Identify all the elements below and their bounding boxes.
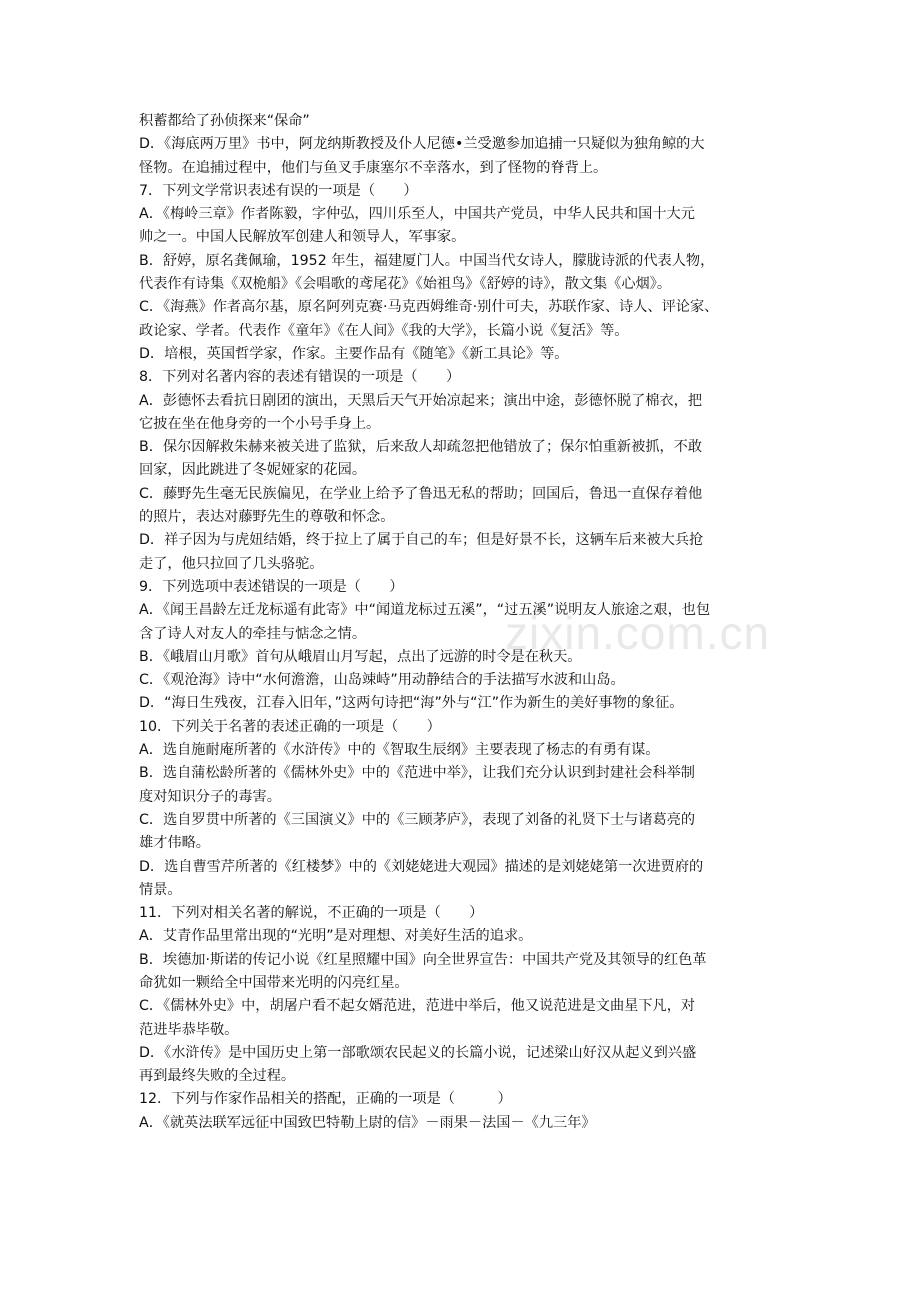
text-line: 积蓄都给了孙侦探来“保命” [139,113,310,129]
text-line: 8．下列对名著内容的表述有错误的一项是（ ） [139,369,461,386]
text-line: B．选自蒲松龄所著的《儒林外史》中的《范进中举》，让我们充分认识到封建社会科举制 [139,765,695,782]
text-line: D．培根，英国哲学家，作家。主要作品有《随笔》《新工具论》等。 [139,345,569,362]
text-line: 代表作有诗集《双桅船》《会唱歌的鸢尾花》《始祖鸟》《舒婷的诗》，散文集《心烟》。 [139,276,672,293]
text-line: 再到最终失败的全过程。 [139,1068,296,1085]
text-line: 怪物。在追捕过程中，他们与鱼叉手康塞尔不幸落水，到了怪物的脊背上。 [139,159,608,176]
text-line: 含了诗人对友人的牵挂与惦念之情。 [139,625,367,642]
text-line: D．《海底两万里》书中，阿龙纳斯教授及仆人尼德•兰受邀参加追捕一只疑似为独角鲸的大 [139,136,705,153]
text-line: 雄才伟略。 [139,835,210,852]
text-line: 10．下列关于名著的表述正确的一项是（ ） [139,718,441,735]
text-line: A．选自施耐庵所著的《水浒传》中的《智取生辰纲》主要表现了杨志的有勇有谋。 [139,742,660,759]
text-line: B．埃德加·斯诺的传记小说《红星照耀中国》向全世界宣告：中国共产党及其领导的红色革 [139,951,707,968]
text-line: 命犹如一颗给全中国带来光明的闪亮红星。 [139,974,409,991]
text-line: D．“海日生残夜，江春入旧年，”这两句诗把“海”外与“江”作为新生的美好事物的象征。 [139,695,684,712]
text-line: D．《水浒传》是中国历史上第一部歌颂农民起义的长篇小说，记述梁山好汉从起义到兴盛 [139,1044,697,1061]
text-line: C．《观沧海》诗中“水何澹澹，山岛竦峙”用动静结合的手法描写水波和山岛。 [139,672,625,689]
text-line: C．《海燕》作者高尔基，原名阿列克赛·马克西姆维奇·别什可夫，苏联作家、诗人、评论家、 [139,299,719,316]
text-line: B．保尔因解救朱赫来被关进了监狱，后来敌人却疏忽把他错放了；保尔怕重新被抓，不敢 [139,439,703,456]
text-line: 政论家、学者。代表作《童年》《在人间》《我的大学》，长篇小说《复活》等。 [139,322,629,339]
text-line: B．《峨眉山月歌》首句从峨眉山月写起，点出了远游的时令是在秋天。 [139,648,582,665]
text-line: C．藤野先生毫无民族偏见，在学业上给予了鲁迅无私的帮助；回国后，鲁迅一直保存着他 [139,485,703,502]
text-line: 11．下列对相关名著的解说，不正确的一项是（ ） [139,905,484,922]
text-line: C．《儒林外史》中，胡屠户看不起女婿范进，范进中举后，他又说范进是文曲星下凡，对 [139,998,696,1015]
text-line: D．选自曹雪芹所著的《红楼梦》中的《刘姥姥进大观园》描述的是刘姥姥第一次进贾府的 [139,858,704,875]
text-line: A．《就英法联军远征中国致巴特勒上尉的信》－雨果－法国－《九三年》 [139,1114,596,1131]
text-line: 范进毕恭毕敬。 [139,1021,239,1038]
text-line: 帅之一。中国人民解放军创建人和领导人，军事家。 [139,229,466,246]
text-line: 度对知识分子的毒害。 [139,788,281,805]
watermark: zixin.com.cn [505,607,771,659]
text-line: 12．下列与作家作品相关的搭配，正确的一项是（ ） [139,1091,512,1108]
text-line: A．《梅岭三章》作者陈毅，字仲弘，四川乐至人，中国共产党员，中华人民共和国十大元 [139,206,695,223]
text-line: 情景。 [139,881,182,898]
text-line: A．《闻王昌龄左迁龙标遥有此寄》中“闻道龙标过五溪”，“过五溪”说明友人旅途之艰，也包 [139,602,711,619]
text-line: 它披在坐在他身旁的一个小号手身上。 [139,415,381,432]
text-line: C．选自罗贯中所著的《三国演义》中的《三顾茅庐》，表现了刘备的礼贤下士与诸葛亮的 [139,811,696,828]
text-line: 9．下列选项中表述错误的一项是（ ） [139,578,404,595]
text-line: D．祥子因为与虎妞结婚，终于拉上了属于自己的车；但是好景不长，这辆车后来被大兵抢 [139,532,704,549]
text-line: 走了，他只拉回了几头骆驼。 [139,555,324,572]
text-line: A．艾青作品里常出现的“光明”是对理想、对美好生活的追求。 [139,928,533,945]
text-line: B．舒婷，原名龚佩瑜，1952 年生，福建厦门人。中国当代女诗人，朦胧诗派的代表人物， [139,252,715,269]
text-line: 7．下列文学常识表述有误的一项是（ ） [139,182,418,199]
text-line: 回家，因此跳进了冬妮娅家的花园。 [139,462,367,479]
text-line: 的照片，表达对藤野先生的尊敬和怀念。 [139,509,395,526]
document-page [139,110,789,1135]
text-line: A．彭德怀去看抗日剧团的演出，天黑后天气开始凉起来；演出中途，彭德怀脱了棉衣，把 [139,392,703,409]
